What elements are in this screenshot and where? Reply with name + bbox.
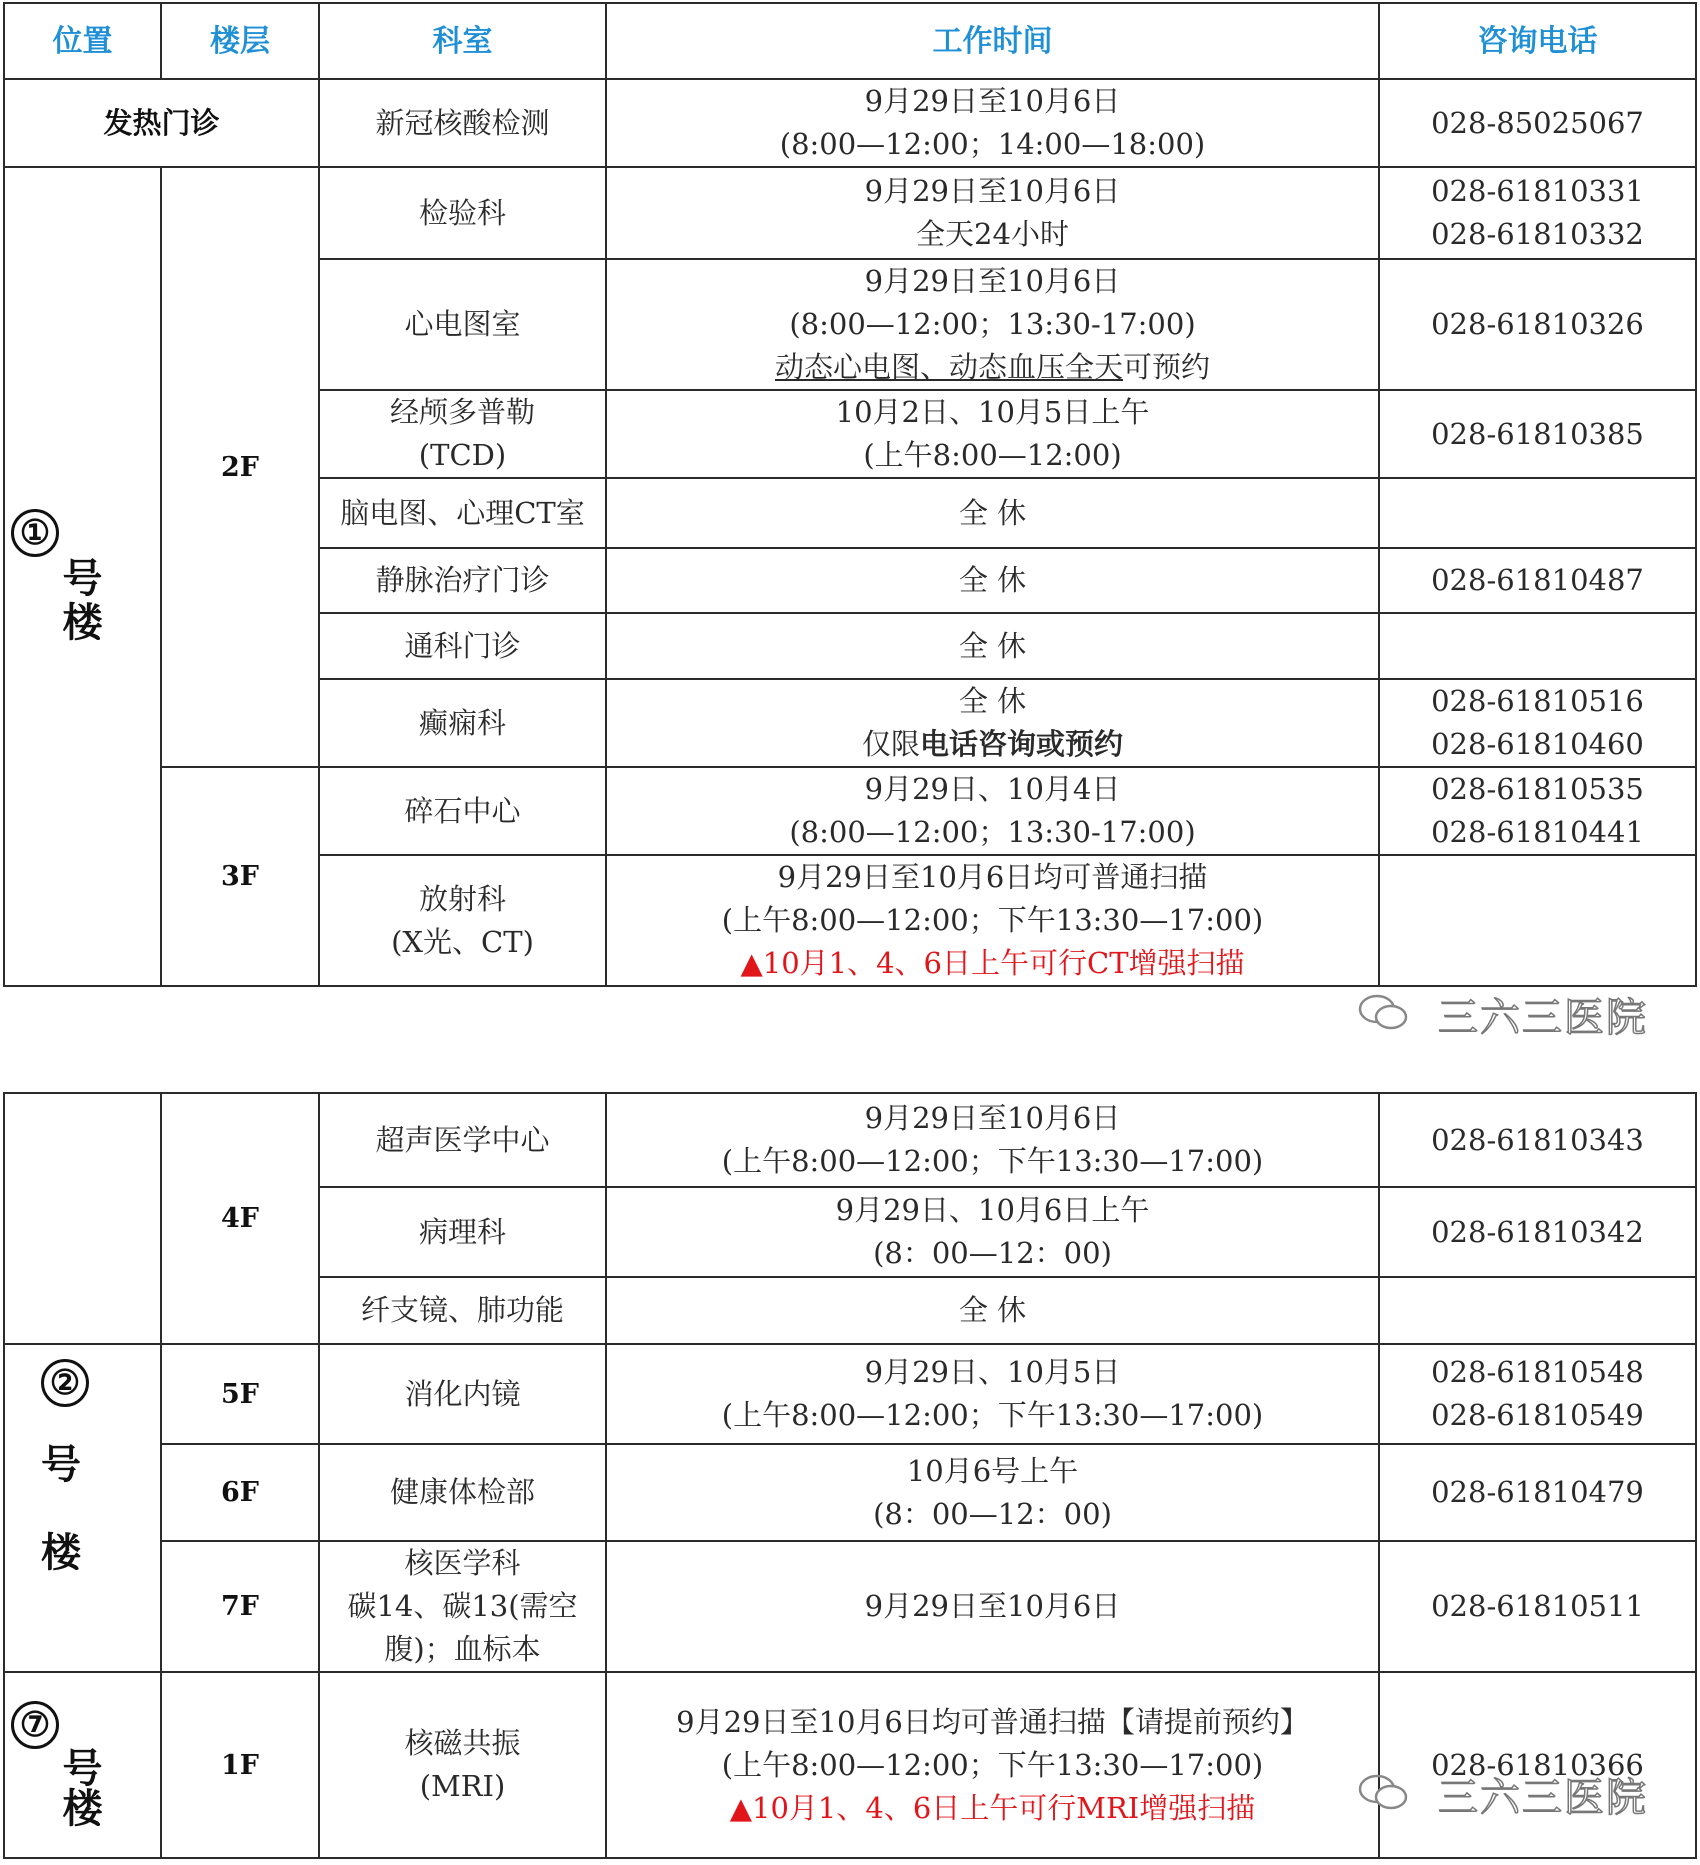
dept-cell: 癫痫科 (319, 679, 606, 767)
header-phone: 咨询电话 (1379, 3, 1696, 79)
header-location: 位置 (4, 3, 161, 79)
dept-cell (319, 855, 606, 986)
table-row (4, 1093, 1696, 1187)
table-row (4, 1541, 1696, 1672)
hours-line: 9月29日至10月6日 (864, 1101, 1121, 1135)
building-label-char: 号 (62, 1745, 103, 1792)
phone-cell (1379, 613, 1696, 679)
hours-cell (606, 1093, 1379, 1187)
dept-line: 核医学科 (404, 1546, 521, 1580)
hours-cell: 全 休 (606, 478, 1379, 548)
building-label-char: 楼 (62, 1785, 103, 1832)
building-7-label (4, 1672, 161, 1858)
building-label-char: 楼 (62, 598, 103, 646)
header-hours: 工作时间 (606, 3, 1379, 79)
floor-label: 2F (161, 167, 319, 767)
hours-cell (606, 390, 1379, 478)
hours-line: 10月2日、10月5日上午 (835, 395, 1150, 429)
table-row (4, 1672, 1696, 1858)
table-row (4, 1344, 1696, 1444)
dept-cell: 消化内镜 (319, 1344, 606, 1444)
hours-cell (606, 1344, 1379, 1444)
hours-cell: 全 休 (606, 613, 1379, 679)
phone-number: 028-61810460 (1431, 727, 1644, 761)
hours-line: (8：00—12：00) (873, 1496, 1112, 1531)
hours-line: 10月6号上午 (906, 1453, 1079, 1488)
chat-bubble-icon (1357, 992, 1409, 1032)
hours-line: (上午8:00—12:00) (863, 438, 1122, 472)
building-number: ① (11, 509, 59, 557)
phone-number: 028-61810331 (1431, 174, 1644, 208)
header-row (4, 3, 1696, 79)
table-row (4, 767, 1696, 855)
dept-line: (TCD) (418, 438, 507, 472)
phone-cell (1379, 167, 1696, 259)
hours-line: 9月29日、10月5日 (864, 1355, 1121, 1389)
hours-line: (上午8:00—12:00；下午13:30—17:00) (721, 1398, 1264, 1432)
hours-highlight: ▲10月1、4、6日上午可行MRI增强扫描 (729, 1790, 1256, 1825)
dept-cell: 病理科 (319, 1187, 606, 1277)
hours-cell: 9月29日至10月6日 (606, 1541, 1379, 1672)
dept-cell: 脑电图、心理CT室 (319, 478, 606, 548)
phone-cell (1379, 1277, 1696, 1344)
hours-cell (606, 1187, 1379, 1277)
phone-number: 028-61810535 (1431, 772, 1644, 806)
hours-line: 9月29日至10月6日均可普通扫描【请提前预约】 (676, 1704, 1309, 1739)
dept-cell: 通科门诊 (319, 613, 606, 679)
building-number: ② (41, 1359, 89, 1407)
dept-line: 碳14、碳13(需空 (347, 1589, 578, 1623)
hours-cell (606, 1444, 1379, 1541)
hours-line: (8:00—12:00；13:30-17:00) (789, 815, 1196, 849)
phone-cell (1379, 767, 1696, 855)
dept-cell: 碎石中心 (319, 767, 606, 855)
dept-cell: 检验科 (319, 167, 606, 259)
dept-cell (319, 1672, 606, 1858)
watermark-text: 三六三医院 (1438, 995, 1648, 1041)
dept-line: 核磁共振 (404, 1726, 521, 1760)
building-2-blank (4, 1093, 161, 1344)
hours-line: (上午8:00—12:00；下午13:30—17:00) (721, 1747, 1264, 1782)
phone-cell (1379, 679, 1696, 767)
building-label-char: 号 (41, 1441, 81, 1488)
hours-line: (上午8:00—12:00；下午13:30—17:00) (721, 1144, 1264, 1178)
phone-number: 028-61810332 (1431, 217, 1644, 251)
dept-cell: 健康体检部 (319, 1444, 606, 1541)
phone-number: 028-61810441 (1431, 815, 1644, 849)
phone-cell: 028-61810326 (1379, 259, 1696, 390)
hours-note (613, 723, 1372, 766)
header-floor: 楼层 (161, 3, 319, 79)
phone-cell: 028-61810366 (1379, 1672, 1696, 1858)
hours-cell (606, 167, 1379, 259)
phone-cell: 028-61810479 (1379, 1444, 1696, 1541)
fever-clinic-label: 发热门诊 (4, 79, 319, 167)
hours-line: 9月29日、10月6日上午 (835, 1193, 1150, 1227)
dept-line: (X光、CT) (391, 924, 534, 959)
building-number: ⑦ (11, 1701, 59, 1749)
header-department: 科室 (319, 3, 606, 79)
phone-number: 028-61810549 (1431, 1398, 1644, 1432)
phone-cell: 028-61810385 (1379, 390, 1696, 478)
hours-line: (8:00—12:00；13:30-17:00) (789, 307, 1196, 341)
hours-line: 9月29日、10月4日 (864, 772, 1121, 806)
hours-cell (606, 259, 1379, 390)
phone-cell: 028-61810487 (1379, 548, 1696, 613)
dept-line: (MRI) (419, 1769, 506, 1803)
hours-note-prefix: 仅限 (861, 727, 920, 761)
hours-line: 9月29日至10月6日均可普通扫描 (777, 860, 1208, 894)
dept-cell: 纤支镜、肺功能 (319, 1277, 606, 1344)
table-row (4, 79, 1696, 167)
phone-cell (1379, 855, 1696, 986)
hours-line: 全天24小时 (916, 217, 1069, 251)
hours-line: (8：00—12：00) (873, 1236, 1112, 1270)
building-label-char: 号 (62, 554, 103, 602)
table-row (4, 167, 1696, 259)
hours-line: (上午8:00—12:00；下午13:30—17:00) (721, 903, 1264, 937)
floor-label: 5F (161, 1344, 319, 1444)
dept-cell (319, 390, 606, 478)
hours-line: 9月29日至10月6日 (864, 174, 1121, 208)
building-label-char: 楼 (41, 1529, 81, 1576)
table-row (4, 1444, 1696, 1541)
hours-line: 9月29日至10月6日 (864, 264, 1121, 298)
hours-highlight: ▲10月1、4、6日上午可行CT增强扫描 (740, 946, 1245, 980)
dept-cell: 超声医学中心 (319, 1093, 606, 1187)
hours-note-tail: 可预约 (1123, 350, 1211, 384)
hours-line: 全 休 (958, 684, 1027, 718)
hours-cell: 全 休 (606, 548, 1379, 613)
chat-bubble-icon (1357, 1772, 1409, 1812)
floor-label: 7F (161, 1541, 319, 1672)
hours-note (613, 346, 1372, 389)
phone-cell: 028-61810511 (1379, 1541, 1696, 1672)
dept-cell: 静脉治疗门诊 (319, 548, 606, 613)
hours-cell (606, 1672, 1379, 1858)
hours-line: 9月29日至10月6日 (864, 84, 1121, 118)
hours-cell (606, 79, 1379, 167)
floor-label: 6F (161, 1444, 319, 1541)
phone-number: 028-61810548 (1431, 1355, 1644, 1389)
hours-cell (606, 767, 1379, 855)
watermark-text: 三六三医院 (1438, 1775, 1648, 1821)
phone-cell: 028-61810343 (1379, 1093, 1696, 1187)
hours-cell: 全 休 (606, 1277, 1379, 1344)
floor-label: 4F (161, 1093, 319, 1344)
schedule-table-bottom (3, 1092, 1697, 1859)
building-1-label (4, 167, 161, 986)
hours-note-underlined: 动态心电图、动态血压全天 (774, 350, 1123, 384)
hours-line: (8:00—12:00；14:00—18:00) (779, 127, 1206, 161)
hours-cell (606, 855, 1379, 986)
dept-cell: 心电图室 (319, 259, 606, 390)
phone-cell: 028-85025067 (1379, 79, 1696, 167)
dept-cell (319, 1541, 606, 1672)
hours-cell (606, 679, 1379, 767)
phone-cell (1379, 1344, 1696, 1444)
dept-line: 腹)；血标本 (384, 1632, 541, 1666)
hours-note-bold: 电话咨询或预约 (920, 727, 1124, 761)
dept-line: 经颅多普勒 (389, 395, 535, 429)
floor-label: 1F (161, 1672, 319, 1858)
phone-number: 028-61810516 (1431, 684, 1644, 718)
phone-cell (1379, 478, 1696, 548)
dept-line: 放射科 (418, 881, 506, 916)
floor-label: 3F (161, 767, 319, 986)
building-2-label (4, 1344, 161, 1672)
dept-cell: 新冠核酸检测 (319, 79, 606, 167)
schedule-table-top (3, 2, 1697, 987)
phone-cell: 028-61810342 (1379, 1187, 1696, 1277)
